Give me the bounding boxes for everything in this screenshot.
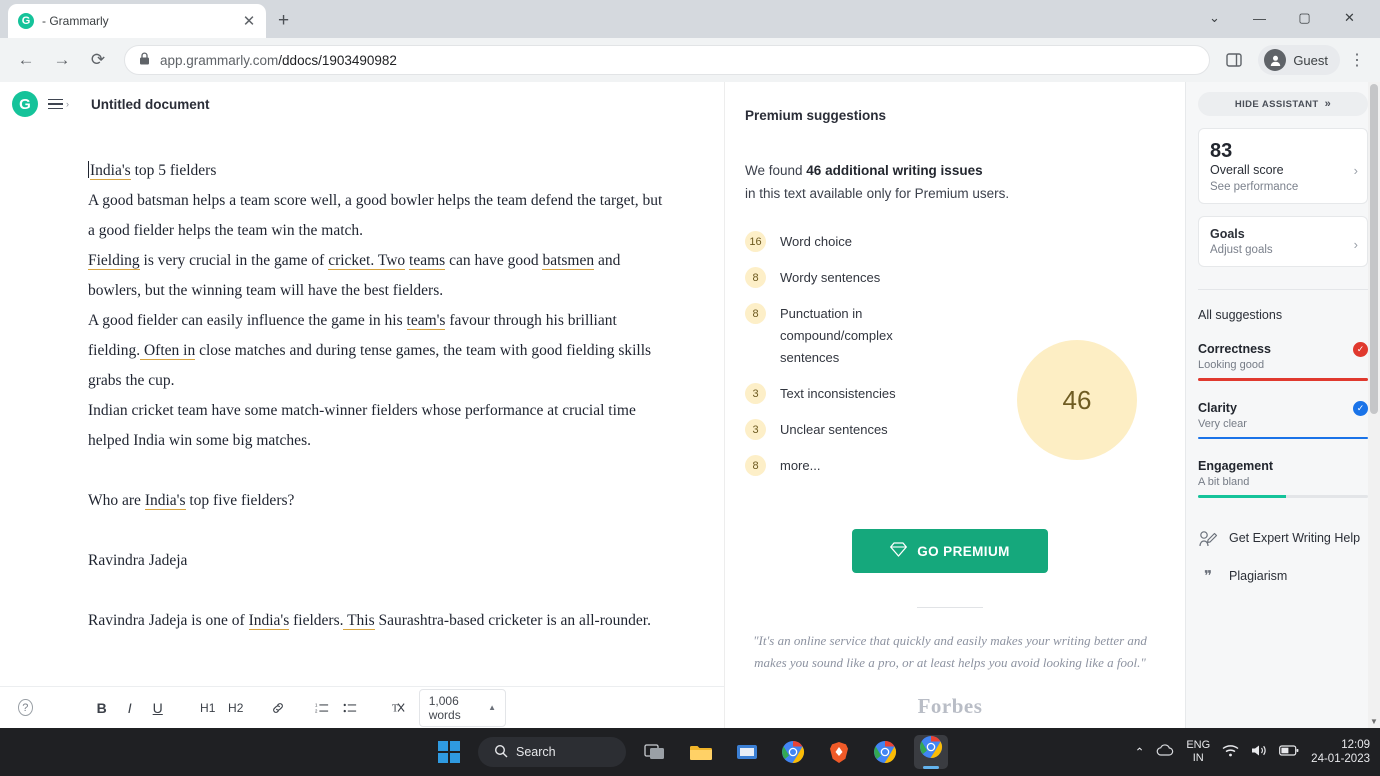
metric-item[interactable] <box>1198 342 1368 381</box>
all-suggestions-label: All suggestions <box>1198 289 1368 322</box>
expert-help-icon <box>1198 530 1218 547</box>
text-cursor <box>88 161 89 178</box>
premium-issue-item[interactable] <box>745 419 1155 441</box>
chevron-right-icon: › <box>1353 237 1358 252</box>
issue-count-badge: 8 <box>745 267 766 288</box>
text-run: can have good <box>445 252 543 269</box>
overall-score-label: Overall score <box>1210 163 1284 177</box>
language-indicator[interactable] <box>1186 739 1210 765</box>
address-host: app.grammarly.com <box>160 52 279 68</box>
page-title[interactable]: Untitled document <box>91 96 210 112</box>
metric-check-icon: ✓ <box>1353 342 1368 357</box>
premium-summary-suffix: in this text available only for Premium users. <box>745 186 1010 201</box>
browser-toolbar <box>0 38 1380 82</box>
file-explorer-icon[interactable] <box>684 735 718 769</box>
brave-icon[interactable] <box>822 735 856 769</box>
document-paragraph[interactable] <box>88 156 664 186</box>
overall-score-card[interactable] <box>1198 128 1368 204</box>
premium-total-badge: 46 <box>1017 340 1137 460</box>
text-run: Indian cricket team have some match-winner fielders whose performance at crucial time helped India win some big matches. <box>88 402 636 449</box>
tab-title: - Grammarly <box>42 14 109 28</box>
minimize-button[interactable]: — <box>1253 10 1266 26</box>
premium-title: Premium suggestions <box>745 108 887 123</box>
document-text[interactable] <box>0 126 724 636</box>
windows-logo-icon[interactable] <box>432 735 466 769</box>
chevron-right-icon: › <box>66 99 69 109</box>
bullet-list-icon[interactable] <box>343 700 357 716</box>
back-icon[interactable]: ← <box>17 50 35 69</box>
divider <box>917 607 983 608</box>
document-paragraph[interactable] <box>88 306 664 396</box>
text-run: favour through his brilliant fielding. <box>88 312 617 359</box>
side-panel-icon[interactable] <box>1220 46 1248 74</box>
close-window-button[interactable]: ✕ <box>1344 10 1355 25</box>
expert-writing-help-link[interactable] <box>1198 530 1368 547</box>
go-premium-label: GO PREMIUM <box>917 543 1010 559</box>
overall-score-value: 83 <box>1210 140 1233 162</box>
text-run: Ravindra Jadeja is one of <box>88 612 249 629</box>
scrollbar-thumb[interactable] <box>1370 84 1378 414</box>
premium-issue-item[interactable] <box>745 303 1155 369</box>
testimonial-source: Forbes <box>917 694 983 718</box>
clear-format-icon[interactable] <box>391 700 405 716</box>
hamburger-icon <box>48 99 63 110</box>
document-header <box>0 82 724 126</box>
tab-strip <box>0 0 1380 38</box>
empty-line <box>88 516 664 546</box>
chevron-right-double-icon: » <box>1324 98 1332 110</box>
metric-bar <box>1198 437 1368 440</box>
system-tray <box>1135 738 1370 766</box>
quote-icon: ❞ <box>1203 567 1213 585</box>
page-content <box>0 82 1380 728</box>
goals-card[interactable] <box>1198 216 1368 267</box>
suggestion-underline[interactable]: Fielding <box>88 252 140 269</box>
address-bar[interactable] <box>124 45 1210 75</box>
text-run: is very crucial in the game of <box>139 252 329 269</box>
document-paragraph[interactable] <box>88 246 664 306</box>
premium-issue-item[interactable] <box>745 383 1155 405</box>
assistant-sidebar <box>1185 82 1380 728</box>
metric-item[interactable] <box>1198 459 1368 498</box>
adjust-goals-link[interactable]: Adjust goals <box>1210 244 1273 256</box>
text-run: close matches and during tense games, the team with good fielding skills grabs the cup. <box>88 342 652 389</box>
metric-subtitle: Very clear <box>1198 417 1247 430</box>
premium-issue-item[interactable] <box>745 231 1155 253</box>
lock-icon <box>139 52 150 68</box>
issue-count-badge: 3 <box>745 419 766 440</box>
chrome-active-icon[interactable] <box>914 735 948 769</box>
search-label: Search <box>516 745 556 759</box>
issue-label: Unclear sentences <box>780 422 888 437</box>
expert-writing-help-label: Get Expert Writing Help <box>1229 530 1361 545</box>
maximize-button[interactable]: ▢ <box>1298 10 1311 25</box>
heading2-button[interactable]: H2 <box>228 700 244 715</box>
metric-check-icon: ✓ <box>1353 401 1368 416</box>
hide-assistant-button[interactable] <box>1198 92 1368 116</box>
metric-bar <box>1198 495 1368 498</box>
svg-text:1: 1 <box>314 701 318 707</box>
premium-issue-list <box>745 231 1155 477</box>
testimonial-quote: "It's an online service that quickly and easily makes your writing better and makes you sound like a pro, or at least helps you avoid looking like a fool." <box>753 633 1147 670</box>
help-icon[interactable]: ? <box>18 699 33 716</box>
chevron-down-icon[interactable]: ⌄ <box>1209 10 1220 25</box>
wifi-icon[interactable] <box>1222 744 1239 760</box>
suggestion-underline[interactable]: Often in <box>140 342 196 359</box>
heading1-button[interactable]: H1 <box>200 700 216 715</box>
suggestion-underline[interactable]: India's <box>248 612 290 629</box>
close-icon[interactable]: ✕ <box>242 13 256 30</box>
suggestion-underline[interactable]: India's <box>90 162 131 179</box>
premium-summary-prefix: We found <box>745 163 807 178</box>
language-top: ENG <box>1186 739 1211 751</box>
metrics-list <box>1198 342 1368 498</box>
clock-time: 12:09 <box>1341 739 1370 751</box>
go-premium-button[interactable] <box>852 529 1048 573</box>
tray-chevron-icon[interactable]: ⌃ <box>1134 747 1145 759</box>
suggestion-underline[interactable]: This <box>343 612 375 629</box>
text-run: Ravindra Jadeja <box>88 552 188 569</box>
text-run: Saurashtra-based cricketer is an all-rounder. <box>374 612 651 629</box>
document-paragraph[interactable] <box>88 486 664 516</box>
address-path: /ddocs/1903490982 <box>278 52 397 68</box>
svg-text:T: T <box>391 703 399 714</box>
text-run: A good fielder can easily influence the game in his <box>88 312 407 329</box>
see-performance-link[interactable]: See performance <box>1210 181 1299 193</box>
diamond-icon <box>890 542 907 560</box>
ordered-list-icon[interactable] <box>315 700 329 716</box>
plagiarism-label: Plagiarism <box>1229 568 1288 583</box>
document-menu-button[interactable] <box>48 99 69 110</box>
profile-button[interactable] <box>1258 45 1340 75</box>
metric-subtitle: Looking good <box>1198 359 1265 371</box>
suggestion-underline[interactable]: India's <box>144 492 186 509</box>
language-bottom: IN <box>1192 752 1204 764</box>
clock[interactable] <box>1311 738 1370 766</box>
premium-summary <box>745 159 1155 205</box>
text-run: and bowlers, but the winning team will have the best fielders. <box>88 252 621 299</box>
issue-label: Word choice <box>780 234 853 249</box>
bold-button[interactable]: B <box>96 699 107 716</box>
document-paragraph[interactable] <box>88 396 664 456</box>
metric-bar <box>1198 378 1368 381</box>
taskbar-search[interactable] <box>478 737 626 767</box>
text-run: Who are <box>88 492 145 509</box>
hide-assistant-label: HIDE ASSISTANT <box>1234 98 1319 110</box>
battery-icon[interactable] <box>1279 745 1299 759</box>
chrome-2-icon[interactable] <box>868 735 902 769</box>
taskbar <box>0 728 1380 776</box>
active-indicator <box>923 766 939 769</box>
scroll-down-arrow[interactable]: ▼ <box>1370 717 1378 726</box>
suggestion-underline[interactable]: team's <box>406 312 446 329</box>
document-paragraph[interactable] <box>88 606 664 636</box>
reload-icon[interactable]: ⟳ <box>90 50 106 69</box>
grammarly-icon: G <box>18 13 34 29</box>
browser-menu-icon[interactable]: ⋮ <box>1349 52 1365 69</box>
issue-count-badge: 3 <box>745 383 766 404</box>
suggestion-underline[interactable]: teams <box>409 252 446 269</box>
task-view-icon[interactable] <box>638 735 672 769</box>
metric-title: Engagement <box>1198 459 1274 473</box>
document-paragraph[interactable] <box>88 186 664 246</box>
issue-count-badge: 16 <box>745 231 766 252</box>
forward-icon[interactable]: → <box>53 50 71 69</box>
avatar <box>1264 49 1286 71</box>
premium-suggestions-pane <box>725 82 1185 728</box>
text-run: A good batsman helps a team score well, a good bowler helps the team defend the target, but a good fielder helps the team win the match. <box>88 192 663 239</box>
metric-title: Correctness <box>1198 342 1271 356</box>
microsoft-store-icon[interactable] <box>730 735 764 769</box>
document-paragraph[interactable] <box>88 546 664 576</box>
premium-summary-count: 46 additional writing issues <box>806 163 983 178</box>
empty-line <box>88 576 664 606</box>
clock-date: 24-01-2023 <box>1311 753 1370 765</box>
premium-issue-item[interactable] <box>745 455 1155 477</box>
new-tab-button[interactable]: + <box>278 10 290 31</box>
issue-label: Text inconsistencies <box>780 386 896 401</box>
premium-issue-item[interactable] <box>745 267 1155 289</box>
editor-pane <box>0 82 725 728</box>
text-run: top five fielders? <box>185 492 295 509</box>
grammarly-logo-icon[interactable]: G <box>12 91 38 117</box>
chevron-right-icon: › <box>1353 163 1358 178</box>
link-icon[interactable] <box>271 700 285 716</box>
chevron-up-icon: ▲ <box>488 703 496 712</box>
profile-label: Guest <box>1293 52 1328 68</box>
metric-item[interactable] <box>1198 401 1368 440</box>
page-scrollbar[interactable] <box>1368 82 1380 728</box>
italic-button[interactable]: I <box>127 699 132 716</box>
taskbar-items <box>432 735 948 769</box>
cloud-icon[interactable] <box>1156 744 1174 760</box>
volume-icon[interactable] <box>1251 744 1267 760</box>
text-run: fielders. <box>289 612 344 629</box>
issue-label: more... <box>780 458 821 473</box>
plagiarism-link[interactable] <box>1198 569 1368 584</box>
chrome-icon[interactable] <box>776 735 810 769</box>
metric-title: Clarity <box>1198 400 1237 415</box>
issue-label: Wordy sentences <box>780 270 881 285</box>
search-icon <box>494 744 508 761</box>
goals-title: Goals <box>1210 227 1245 241</box>
suggestion-underline[interactable]: batsmen <box>542 252 595 269</box>
browser-tab[interactable] <box>8 4 266 38</box>
issue-count-badge: 8 <box>745 455 766 476</box>
metric-subtitle: A bit bland <box>1198 476 1250 488</box>
svg-text:2: 2 <box>314 707 318 713</box>
text-run: top 5 fielders <box>130 162 217 179</box>
word-count-label: 1,006 words <box>428 693 461 722</box>
suggestion-underline[interactable]: cricket. Two <box>328 252 406 269</box>
empty-line <box>88 456 664 486</box>
word-count-button[interactable] <box>419 689 506 727</box>
issue-label: Punctuation in compound/complex sentences <box>780 306 893 365</box>
address-text <box>160 53 397 68</box>
issue-count-badge: 8 <box>745 303 766 324</box>
editor-toolbar <box>0 686 724 728</box>
window-controls <box>1192 4 1372 32</box>
underline-button[interactable]: U <box>152 699 163 716</box>
